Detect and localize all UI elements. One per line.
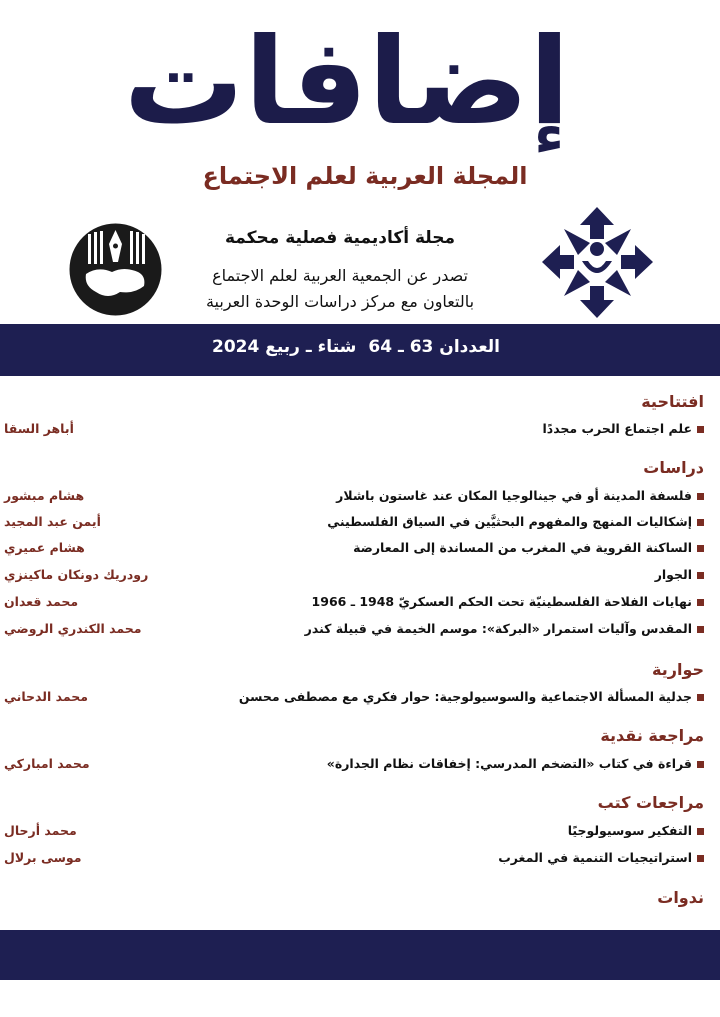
bullet-icon xyxy=(697,493,704,500)
center-seal-icon xyxy=(68,222,163,317)
issue-band xyxy=(0,324,720,376)
section-heading: حوارية xyxy=(652,660,704,679)
section-heading: مراجعات كتب xyxy=(597,793,704,812)
toc-entry[interactable] xyxy=(0,421,720,443)
bullet-icon xyxy=(697,694,704,701)
article-author: محمد قعدان xyxy=(4,594,79,609)
article-author: هشام عميري xyxy=(4,540,85,555)
toc-entry[interactable] xyxy=(0,823,720,845)
bullet-icon xyxy=(697,855,704,862)
toc-entry[interactable] xyxy=(0,540,720,562)
article-title: إشكاليات المنهج والمفهوم البحثيَّين في السياق الفلسطيني xyxy=(327,514,692,529)
bullet-icon xyxy=(697,545,704,552)
section-heading: ندوات xyxy=(657,888,704,907)
bullet-icon xyxy=(697,761,704,768)
article-title: جدلية المسألة الاجتماعية والسوسيولوجية: حوار فكري مع مصطفى محسن xyxy=(238,689,692,704)
issuer-line-2: بالتعاون مع مركز دراسات الوحدة العربية xyxy=(205,292,475,311)
article-title: علم اجتماع الحرب مجددًا xyxy=(542,421,692,436)
article-title: الجوار xyxy=(654,567,692,582)
journal-masthead: إضافات xyxy=(123,13,570,152)
article-author: موسى برلال xyxy=(4,850,82,865)
bullet-icon xyxy=(697,519,704,526)
association-logo-icon xyxy=(540,205,655,320)
issue-numbers: العددان 63 ـ 64 xyxy=(368,337,500,357)
article-author: هشام مبشور xyxy=(4,488,85,503)
journal-tagline: مجلة أكاديمية فصلية محكمة xyxy=(224,228,456,248)
journal-subtitle: المجلة العربية لعلم الاجتماع xyxy=(202,162,528,190)
toc-entry[interactable] xyxy=(0,756,720,778)
section-heading: مراجعة نقدية xyxy=(600,726,704,745)
toc-entry[interactable] xyxy=(0,621,720,643)
article-author: أيمن عبد المجيد xyxy=(4,514,101,529)
section-heading: افتتاحية xyxy=(641,392,704,411)
bullet-icon xyxy=(697,828,704,835)
toc-entry[interactable] xyxy=(0,567,720,589)
article-author: رودريك دونكان ماكينزي xyxy=(4,567,149,582)
footer-band xyxy=(0,930,720,980)
article-title: التفكير سوسيولوجيًا xyxy=(567,823,692,838)
section-heading: دراسات xyxy=(643,458,704,477)
issuer-line-1: تصدر عن الجمعية العربية لعلم الاجتماع xyxy=(212,266,468,285)
article-title: نهايات الفلاحة الفلسطينيّة تحت الحكم العسكريّ 1948 ـ 1966 xyxy=(311,594,692,609)
article-author: محمد امباركي xyxy=(4,756,90,771)
bullet-icon xyxy=(697,599,704,606)
article-author: محمد الكندري الروضي xyxy=(4,621,142,636)
bullet-icon xyxy=(697,626,704,633)
toc-entry[interactable] xyxy=(0,488,720,510)
article-title: استراتيجيات التنمية في المغرب xyxy=(498,850,692,865)
toc-entry[interactable] xyxy=(0,689,720,711)
article-title: فلسفة المدينة أو في جينالوجيا المكان عند غاستون باشلار xyxy=(336,488,692,503)
issue-season: شتاء ـ ربيع 2024 xyxy=(212,337,357,357)
article-title: الساكنة القروية في المغرب من المساندة إلى المعارضة xyxy=(353,540,692,555)
toc-entry[interactable] xyxy=(0,850,720,872)
bullet-icon xyxy=(697,426,704,433)
article-author: محمد أرحال xyxy=(4,823,77,838)
article-title: قراءة في كتاب «التضخم المدرسي: إخفاقات نظام الجدارة» xyxy=(326,756,692,771)
table-of-contents xyxy=(0,384,720,914)
article-title: المقدس وآليات استمرار «البركة»: موسم الخيمة في قبيلة كندر xyxy=(304,621,692,636)
bullet-icon xyxy=(697,572,704,579)
toc-entry[interactable] xyxy=(0,594,720,616)
toc-entry[interactable] xyxy=(0,514,720,536)
article-author: أباهر السقا xyxy=(4,421,74,436)
article-author: محمد الدحاني xyxy=(4,689,88,704)
